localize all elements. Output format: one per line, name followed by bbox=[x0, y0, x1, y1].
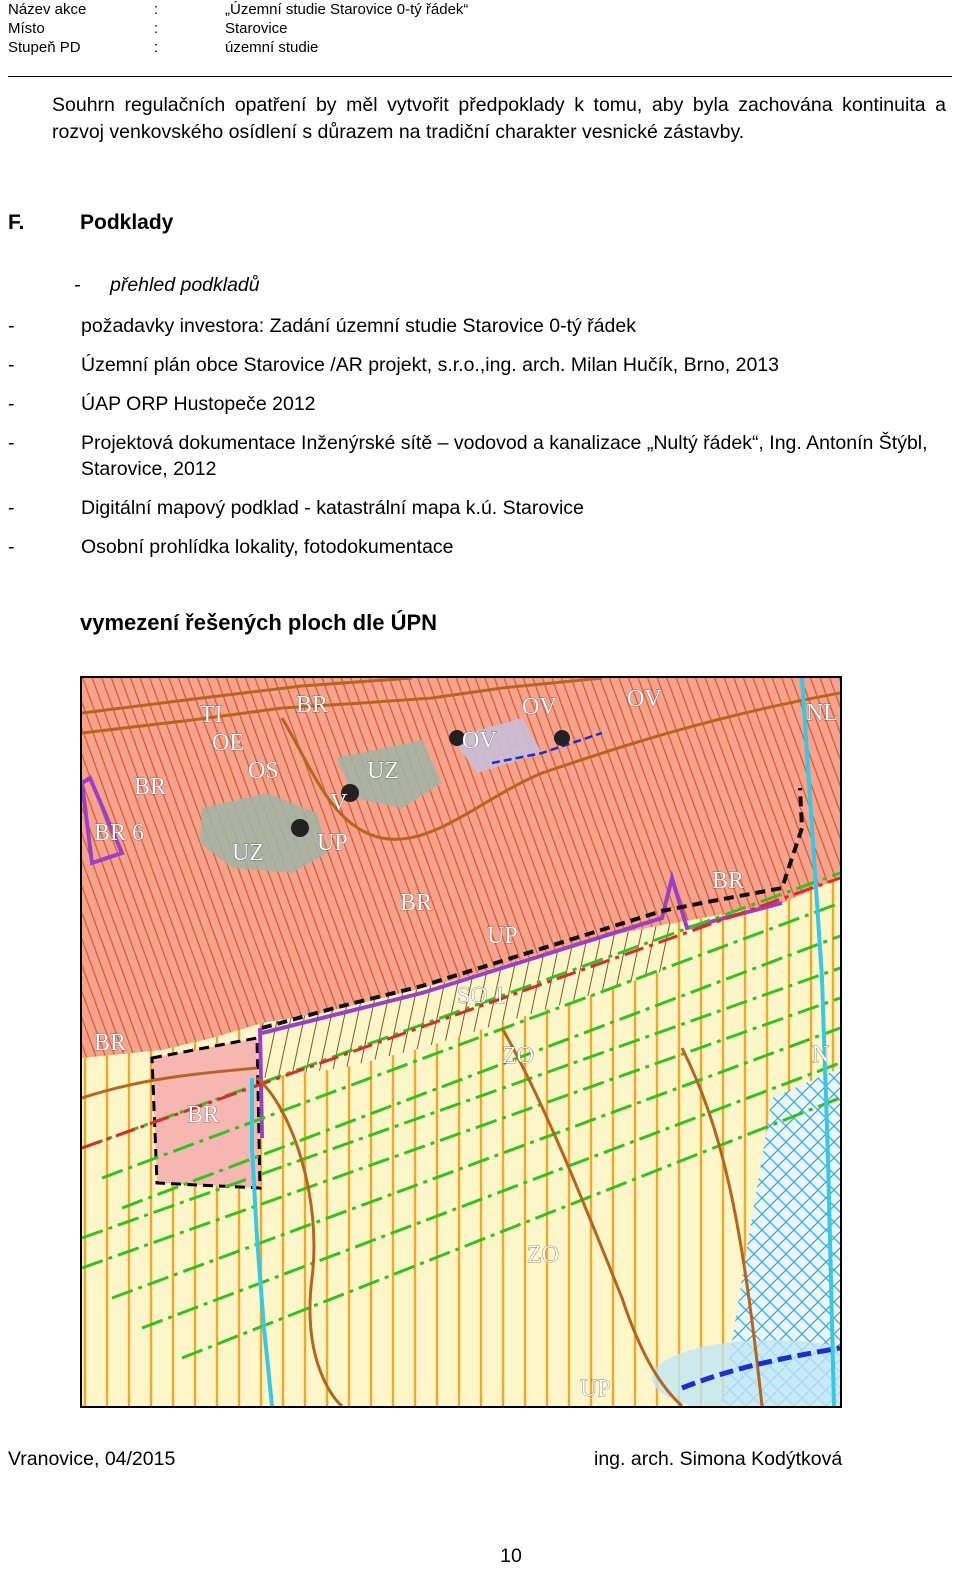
zoning-map bbox=[80, 676, 842, 1408]
list-item-text: požadavky investora: Zadání územní studie Starovice 0-tý řádek bbox=[81, 315, 636, 337]
map-label: OV bbox=[462, 728, 497, 754]
map-label: OV bbox=[627, 686, 662, 712]
section-heading bbox=[8, 211, 173, 235]
sub-heading bbox=[74, 274, 260, 297]
list-dash: - bbox=[8, 497, 15, 519]
map-label: UP bbox=[487, 923, 518, 949]
map-label: BR bbox=[187, 1102, 220, 1128]
header-colon: : bbox=[154, 1, 159, 18]
list-dash: - bbox=[8, 393, 15, 415]
list-item-text: Projektová dokumentace Inženýrské sítě – vodovod a kanalizace „Nultý řádek“, Ing. Antonín Štýbl, Starovice, 2012 bbox=[81, 432, 928, 480]
map-label: TI bbox=[200, 702, 223, 728]
document-header bbox=[8, 0, 952, 57]
header-row-place bbox=[8, 19, 952, 38]
map-label: OV bbox=[522, 694, 557, 720]
header-value: Starovice bbox=[225, 20, 288, 37]
header-row-stage bbox=[8, 38, 952, 57]
header-value: „Územní studie Starovice 0-tý řádek“ bbox=[225, 1, 469, 18]
map-label: N bbox=[812, 1042, 830, 1068]
map-label: NL bbox=[806, 700, 838, 726]
map-label: UZ bbox=[232, 840, 264, 866]
list-dash: - bbox=[8, 432, 15, 454]
map-label: BR bbox=[712, 868, 745, 894]
map-label: UP bbox=[317, 830, 348, 856]
zoning-map-image bbox=[82, 678, 840, 1406]
header-colon: : bbox=[154, 20, 159, 37]
header-label: Místo bbox=[8, 20, 45, 37]
map-label: SO 1 bbox=[457, 983, 506, 1009]
map-label: ZO bbox=[527, 1242, 559, 1268]
list-dash: - bbox=[8, 315, 15, 337]
map-label: BR bbox=[400, 890, 433, 916]
map-label: UP bbox=[580, 1376, 611, 1402]
header-value: územní studie bbox=[225, 39, 319, 56]
map-label: ZO bbox=[502, 1043, 534, 1069]
map-title: vymezení řešených ploch dle ÚPN bbox=[80, 610, 438, 635]
intro-paragraph: Souhrn regulačních opatření by měl vytvořit předpoklady k tomu, aby byla zachována kontinuita a rozvoj venkovského osídlení s důrazem na tradiční charakter vesnické zástavby. bbox=[52, 94, 946, 143]
list-item-text: Územní plán obce Starovice /AR projekt, s.r.o.,ing. arch. Milan Hučík, Brno, 2013 bbox=[81, 354, 779, 376]
map-label: OS bbox=[248, 758, 279, 784]
list-dash: - bbox=[74, 274, 81, 296]
header-colon: : bbox=[154, 39, 159, 56]
page-number: 10 bbox=[500, 1545, 522, 1567]
list-item-text: Osobní prohlídka lokality, fotodokumentace bbox=[81, 536, 454, 558]
footer-author: ing. arch. Simona Kodýtková bbox=[594, 1448, 843, 1470]
section-title: Podklady bbox=[80, 211, 174, 234]
header-divider bbox=[8, 76, 952, 77]
map-label: BR bbox=[134, 774, 167, 800]
footer-place-date: Vranovice, 04/2015 bbox=[8, 1448, 176, 1470]
list-dash: - bbox=[8, 354, 15, 376]
list-item-text: ÚAP ORP Hustopeče 2012 bbox=[81, 393, 316, 415]
map-label: BR bbox=[94, 1030, 127, 1056]
section-letter: F. bbox=[8, 211, 25, 234]
map-label: BR 6 bbox=[94, 820, 145, 846]
map-label: OE bbox=[212, 730, 244, 756]
sub-heading-text: přehled podkladů bbox=[110, 274, 260, 296]
list-item-text: Digitální mapový podklad - katastrální mapa k.ú. Starovice bbox=[81, 497, 584, 519]
map-label: UZ bbox=[367, 758, 399, 784]
header-label: Stupeň PD bbox=[8, 39, 81, 56]
map-label: V bbox=[330, 790, 348, 816]
header-label: Název akce bbox=[8, 1, 87, 18]
header-row-action bbox=[8, 0, 952, 19]
list-dash: - bbox=[8, 536, 15, 558]
map-label: BR bbox=[296, 692, 329, 718]
